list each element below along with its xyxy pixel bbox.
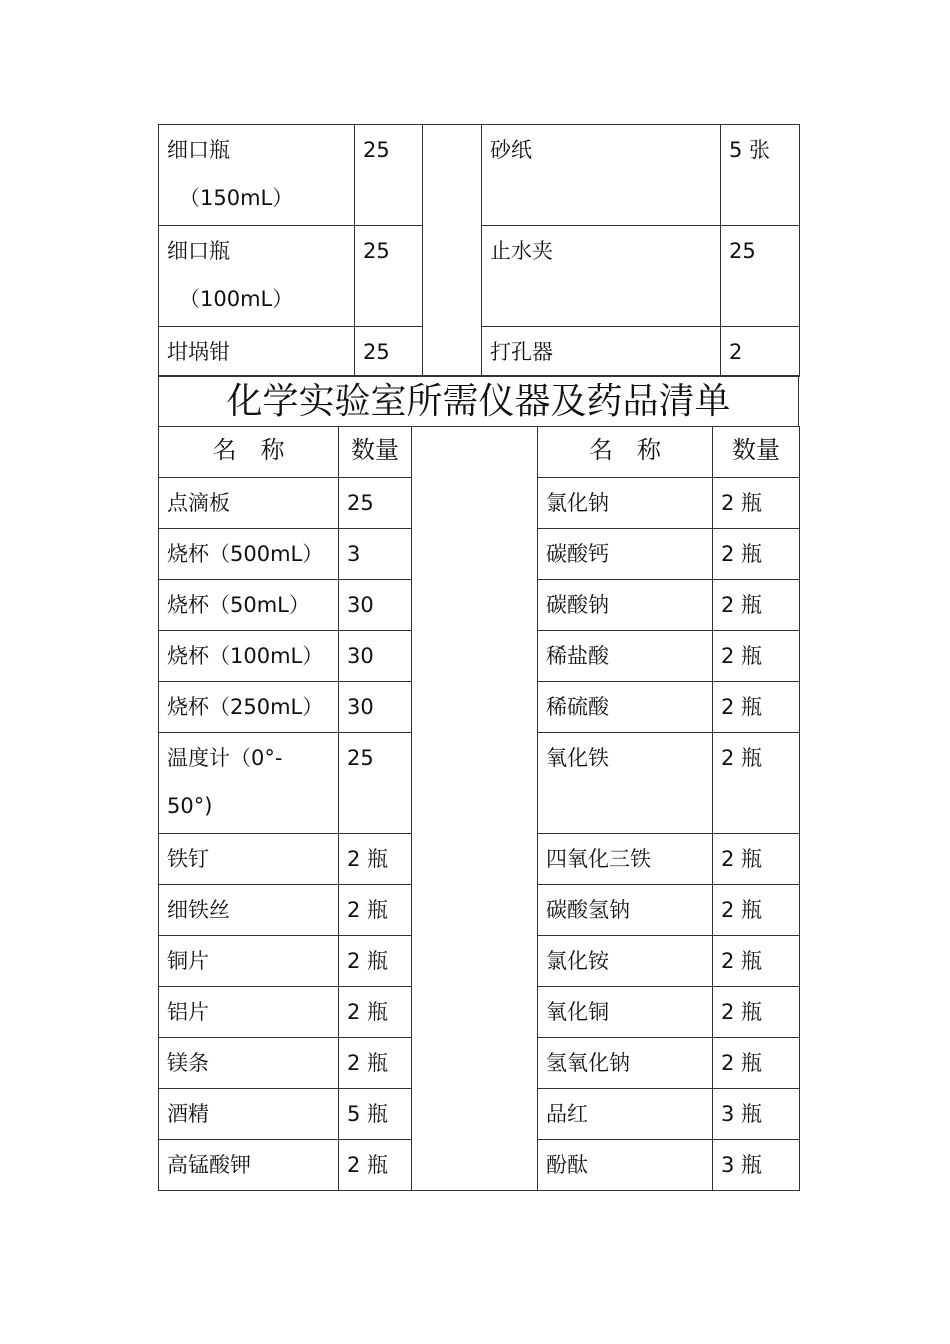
- item-name-cell: [159, 885, 339, 936]
- item-qty: 2 瓶: [339, 936, 412, 987]
- item-name: 细口瓶: [167, 239, 230, 263]
- item-name: 酚酞: [538, 1140, 713, 1191]
- item-qty: 25: [355, 125, 423, 226]
- item-qty: 30: [339, 682, 412, 733]
- item-name: 点滴板: [167, 491, 230, 515]
- item-qty: 2 瓶: [713, 1038, 800, 1089]
- item-name: 坩埚钳: [159, 327, 355, 377]
- item-qty: 2 瓶: [713, 987, 800, 1038]
- item-name: 镁条: [167, 1051, 209, 1075]
- item-name-cell: [159, 631, 339, 682]
- item-name-cell: [159, 682, 339, 733]
- item-name-cell: [159, 478, 339, 529]
- item-qty: 2 瓶: [713, 936, 800, 987]
- item-name-cell: [159, 936, 339, 987]
- item-name: 铁钉: [167, 847, 209, 871]
- item-qty: 25: [721, 226, 800, 327]
- item-name-cell: [159, 226, 355, 327]
- header-row: [159, 427, 800, 478]
- item-qty: 25: [355, 226, 423, 327]
- item-name: 碳酸氢钠: [538, 885, 713, 936]
- item-name-cell: [159, 987, 339, 1038]
- inventory-table: [158, 426, 800, 1191]
- item-qty: 2 瓶: [339, 885, 412, 936]
- item-name: 铜片: [167, 949, 209, 973]
- item-qty: 2 瓶: [713, 580, 800, 631]
- item-qty: 5 瓶: [339, 1089, 412, 1140]
- column-header-qty: 数量: [339, 427, 412, 478]
- item-name-cell: [159, 125, 355, 226]
- item-qty: 25: [355, 327, 423, 377]
- document-title: 化学实验室所需仪器及药品清单: [158, 375, 799, 427]
- item-qty: 2 瓶: [713, 682, 800, 733]
- item-spec: 50°): [167, 794, 213, 818]
- item-name: 稀硫酸: [538, 682, 713, 733]
- column-header-name: 名 称: [538, 427, 713, 478]
- item-spec: （100mL）: [179, 287, 294, 311]
- item-name-cell: [159, 1038, 339, 1089]
- column-header-qty: 数量: [713, 427, 800, 478]
- item-name-cell: [159, 529, 339, 580]
- item-name: 止水夹: [482, 226, 721, 327]
- item-name: 酒精: [167, 1102, 209, 1126]
- item-name: 高锰酸钾: [167, 1153, 251, 1177]
- item-name: 碳酸钙: [538, 529, 713, 580]
- item-name: 氯化铵: [538, 936, 713, 987]
- item-name-cell: [159, 1140, 339, 1191]
- item-name: 打孔器: [482, 327, 721, 377]
- item-qty: 2 瓶: [713, 631, 800, 682]
- item-name: 细口瓶: [167, 138, 230, 162]
- continued-table: [158, 124, 800, 377]
- item-name: 铝片: [167, 1000, 209, 1024]
- item-name: 氧化铜: [538, 987, 713, 1038]
- item-qty: 30: [339, 631, 412, 682]
- item-qty: 2 瓶: [713, 834, 800, 885]
- item-name: 温度计（0°-: [167, 746, 283, 770]
- item-name: 氧化铁: [538, 733, 713, 834]
- item-name: 稀盐酸: [538, 631, 713, 682]
- item-qty: 3 瓶: [713, 1140, 800, 1191]
- item-name-cell: [159, 580, 339, 631]
- item-name-cell: [159, 1089, 339, 1140]
- item-name: 四氧化三铁: [538, 834, 713, 885]
- blank-column: [423, 125, 482, 377]
- item-qty: 25: [339, 733, 412, 834]
- blank-column: [412, 427, 538, 1191]
- item-qty: 2 瓶: [339, 834, 412, 885]
- item-qty: 30: [339, 580, 412, 631]
- item-name: 烧杯（250mL）: [167, 695, 324, 719]
- item-name: 氢氧化钠: [538, 1038, 713, 1089]
- item-qty: 2: [721, 327, 800, 377]
- item-spec: （150mL）: [179, 186, 294, 210]
- item-name-cell: [159, 733, 339, 834]
- item-qty: 2 瓶: [339, 1038, 412, 1089]
- item-name: 细铁丝: [167, 898, 230, 922]
- item-qty: 3: [339, 529, 412, 580]
- item-qty: 3 瓶: [713, 1089, 800, 1140]
- item-name: 碳酸钠: [538, 580, 713, 631]
- item-name-cell: [159, 834, 339, 885]
- item-name: 氯化钠: [538, 478, 713, 529]
- item-qty: 2 瓶: [713, 529, 800, 580]
- item-qty: 5 张: [721, 125, 800, 226]
- item-qty: 2 瓶: [713, 733, 800, 834]
- item-qty: 25: [339, 478, 412, 529]
- item-name: 烧杯（100mL）: [167, 644, 324, 668]
- item-qty: 2 瓶: [713, 885, 800, 936]
- item-qty: 2 瓶: [339, 987, 412, 1038]
- item-qty: 2 瓶: [713, 478, 800, 529]
- column-header-name: 名 称: [159, 427, 339, 478]
- item-name: 品红: [538, 1089, 713, 1140]
- item-name: 砂纸: [482, 125, 721, 226]
- table-row: [159, 125, 800, 226]
- item-qty: 2 瓶: [339, 1140, 412, 1191]
- item-name: 烧杯（50mL）: [167, 593, 310, 617]
- item-name: 烧杯（500mL）: [167, 542, 324, 566]
